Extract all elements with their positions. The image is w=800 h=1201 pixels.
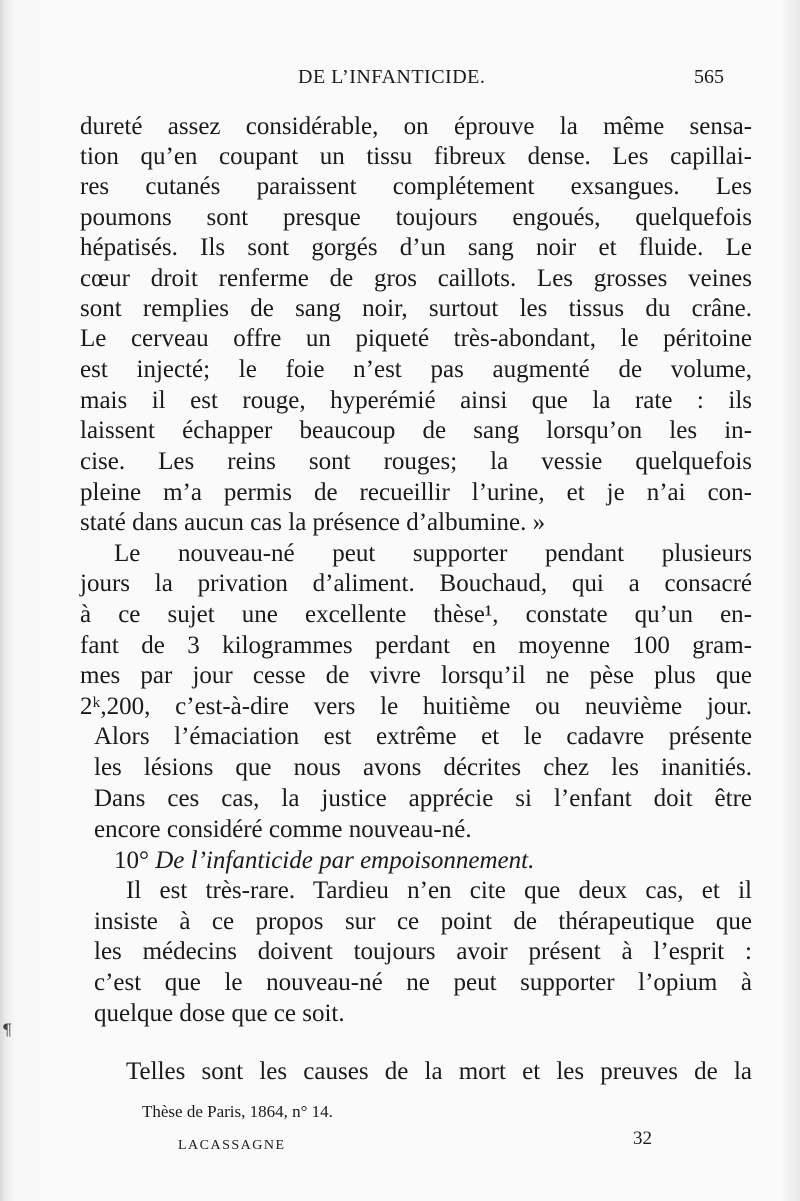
text-line: Le cerveau offre un piqueté très-abondant, le péritoine xyxy=(80,325,752,352)
margin-mark: ¶ xyxy=(2,1020,13,1039)
section-number: 10° xyxy=(114,847,149,874)
text-line: encore considéré comme nouveau-né. xyxy=(94,816,472,843)
text-line: laissent échapper beaucoup de sang lorsqu’on les in- xyxy=(80,417,752,444)
text-line: tion qu’en coupant un tissu fibreux dense. Les capillai- xyxy=(80,143,752,170)
text-line: jours la privation d’aliment. Bouchaud, qui a consacré xyxy=(80,570,752,597)
text-line: cœur droit renferme de gros caillots. Les grosses veines xyxy=(80,265,752,292)
section-title: De l’infanticide par empoisonnement. xyxy=(155,847,535,874)
text-line: dureté assez considérable, on éprouve la même sensa- xyxy=(80,113,752,140)
text-line: Le nouveau-né peut supporter pendant plusieurs xyxy=(114,540,752,567)
sheet-number: 32 xyxy=(633,1128,652,1149)
text-line: est injecté; le foie n’est pas augmenté de volume, xyxy=(80,356,752,383)
text-line: mais il est rouge, hyperémié ainsi que la rate : ils xyxy=(80,387,752,414)
text-line: c’est que le nouveau-né ne peut supporter l’opium à xyxy=(94,969,752,996)
running-title: DE L’INFANTICIDE. xyxy=(298,66,486,88)
text-line: quelque dose que ce soit. xyxy=(94,1000,345,1027)
section-heading xyxy=(114,846,752,876)
text-line: Alors l’émaciation est extrême et le cadavre présente xyxy=(94,723,752,750)
text-line: les lésions que nous avons décrites chez les inanitiés. xyxy=(94,754,752,781)
text-line: pleine m’a permis de recueillir l’urine, et je n’ai con- xyxy=(80,479,752,506)
footnote: Thèse de Paris, 1864, n° 14. xyxy=(142,1102,333,1121)
text-line: mes par jour cesse de vivre lorsqu’il ne pèse plus que xyxy=(80,662,752,689)
text-line: staté dans aucun cas la présence d’albumine. » xyxy=(80,509,546,536)
text-line: Il est très-rare. Tardieu n’en cite que deux cas, et il xyxy=(126,877,752,904)
text-line: cise. Les reins sont rouges; la vessie quelquefois xyxy=(80,448,752,475)
printer-signature: LACASSAGNE xyxy=(178,1138,286,1153)
closing-line: Telles sont les causes de la mort et les preuves de la xyxy=(126,1058,752,1085)
text-line: 2ᵏ,200, c’est-à-dire vers le huitième ou neuvième jour. xyxy=(80,693,752,720)
text-line: poumons sont presque toujours engoués, quelquefois xyxy=(80,204,752,231)
text-line: hépatisés. Ils sont gorgés d’un sang noir et fluide. Le xyxy=(80,234,752,261)
running-head xyxy=(0,66,800,96)
page-number: 565 xyxy=(694,66,724,88)
text-line: Dans ces cas, la justice apprécie si l’enfant doit être xyxy=(94,785,752,812)
text-line: fant de 3 kilogrammes perdant en moyenne 100 gram- xyxy=(80,632,752,659)
text-line: les médecins doivent toujours avoir présent à l’esprit : xyxy=(94,938,752,965)
text-line: à ce sujet une excellente thèse¹, constate qu’un en- xyxy=(80,601,752,628)
text-line: sont remplies de sang noir, surtout les tissus du crâne. xyxy=(80,295,752,322)
text-line: insiste à ce propos sur ce point de thérapeutique que xyxy=(94,908,752,935)
text-line: res cutanés paraissent complétement exsangues. Les xyxy=(80,173,752,200)
